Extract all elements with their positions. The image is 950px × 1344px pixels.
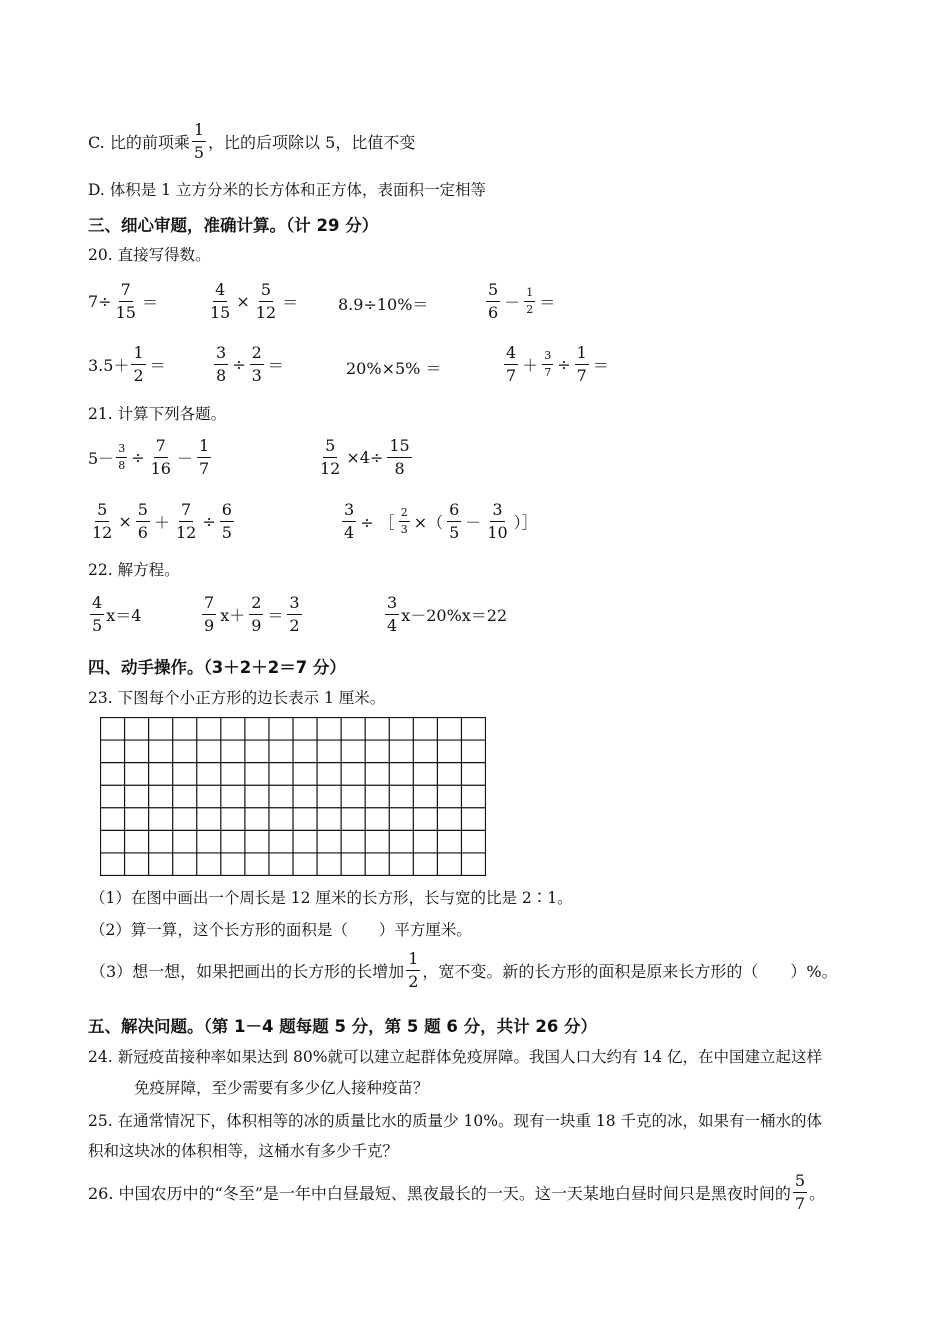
q23-part-3: （3）想一想，如果把画出的长方形的长增加 $\frac{1}{2}$ ，宽不变。新的长方形的面积是原来长方形的（ ）%。 (90, 949, 838, 991)
fraction: $\frac{1}{5}$ (193, 120, 205, 162)
q23-part-2: （2）算一算，这个长方形的面积是（ ）平方厘米。 (90, 921, 472, 939)
q21-stem: 21. 计算下列各题。 (88, 405, 227, 423)
option-c (88, 121, 415, 162)
q21-expr-3: $\frac{5}{12}$ × $\frac{5}{6}$ ＋ $\frac{7}{12}$ ÷ $\frac{6}{5}$ (92, 500, 232, 542)
q20-expr-6: $\frac{3}{8}$ ÷ $\frac{2}{3}$ ＝ (216, 343, 284, 385)
q21-expr-1: 5－ $\frac{3}{8}$ ÷ $\frac{7}{16}$ － $\frac{1}{7}$ (88, 436, 210, 478)
q22-expr-2: $\frac{7}{9}$ x＋ $\frac{2}{9}$ ＝ $\frac{3}{2}$ (204, 593, 300, 635)
section-4-title: 四、动手操作。（3＋2＋2＝7 分） (88, 658, 346, 677)
section-3-title: 三、细心审题，准确计算。（计 29 分） (88, 216, 379, 235)
q24-line-1: 24. 新冠疫苗接种率如果达到 80%就可以建立起群体免疫屏障。我国人口大约有 14 亿，在中国建立起这样 (88, 1048, 823, 1066)
q22-expr-1: $\frac{4}{5}$ x＝4 (92, 593, 142, 635)
option-c-label: C. 比的前项乘 (88, 133, 190, 152)
q21-expr-2: $\frac{5}{12}$ ×4÷ $\frac{15}{8}$ (320, 436, 410, 478)
q20-expr-5: 3.5＋ $\frac{1}{2}$ ＝ (88, 343, 166, 385)
q20-stem: 20. 直接写得数。 (88, 246, 211, 264)
q23-part-1: （1）在图中画出一个周长是 12 厘米的长方形，长与宽的比是 2∶1。 (90, 889, 573, 907)
section-5-title: 五、解决问题。（第 1－4 题每题 5 分，第 5 题 6 分，共计 26 分） (88, 1017, 598, 1036)
q20-expr-7: 20%×5% ＝ (346, 359, 442, 378)
q20-expr-2: $\frac{4}{15}$ × $\frac{5}{12}$ ＝ (210, 280, 299, 322)
q20-expr-8: $\frac{4}{7}$ ＋ $\frac{3}{7}$ ÷ $\frac{1}{7}$ ＝ (506, 343, 609, 385)
q25-line-2: 积和这块冰的体积相等，这桶水有多少千克？ (88, 1142, 399, 1160)
q20-expr-1: 7÷ $\frac{7}{15}$ ＝ (88, 280, 158, 322)
q24-line-2: 免疫屏障，至少需要有多少亿人接种疫苗？ (134, 1079, 429, 1097)
q22-stem: 22. 解方程。 (88, 561, 180, 579)
q26: 26. 中国农历中的“冬至”是一年中白昼最短、黑夜最长的一天。这一天某地白昼时间只是黑夜时间的 $\frac{5}{7}$ 。 (88, 1171, 826, 1213)
square-grid[interactable] (100, 717, 486, 876)
option-c-rest: ，比的后项除以 5，比值不变 (208, 133, 416, 152)
q21-expr-4: $\frac{3}{4}$ ÷ ［ $\frac{2}{3}$ ×（ $\frac{6}{5}$ － $\frac{3}{10}$ ）］ (344, 500, 538, 542)
q22-expr-3: $\frac{3}{4}$ x－20%x＝22 (387, 593, 508, 635)
option-d: D. 体积是 1 立方分米的长方体和正方体，表面积一定相等 (88, 181, 486, 199)
q25-line-1: 25. 在通常情况下，体积相等的冰的质量比水的质量少 10%。现有一块重 18 千克的冰，如果有一桶水的体 (88, 1112, 823, 1130)
q20-expr-3: 8.9÷10%＝ (338, 295, 429, 314)
q23-stem: 23. 下图每个小正方形的边长表示 1 厘米。 (88, 689, 386, 707)
q20-expr-4: $\frac{5}{6}$ － $\frac{1}{2}$ ＝ (488, 280, 556, 322)
